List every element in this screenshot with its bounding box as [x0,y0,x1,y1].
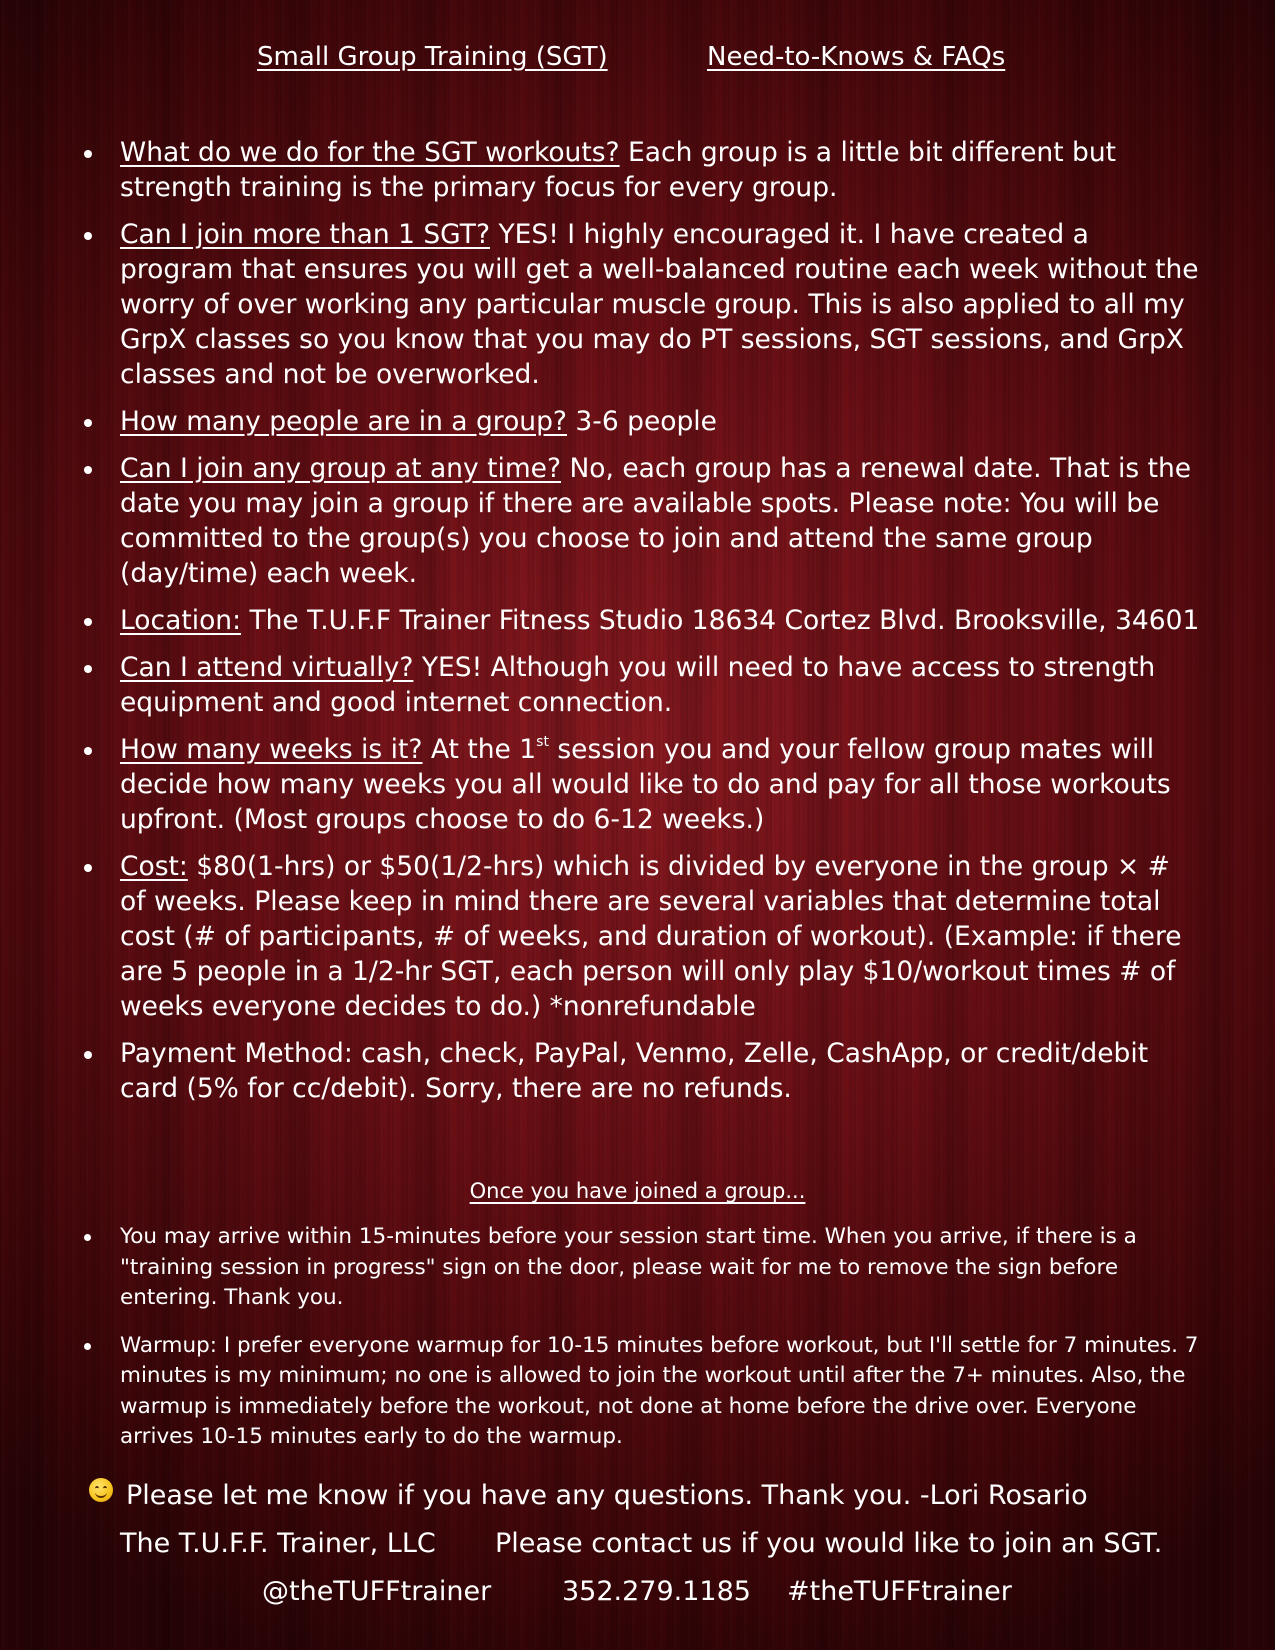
faq-answer: At the 1 [422,734,537,765]
faq-answer-continued: session you and your fellow group mates will decide how many weeks you all would like to do and pay for all those workouts upfront. (Most groups choose to do 6-12 weeks.) [120,734,1171,835]
faq-question: Cost: [120,851,188,882]
faq-question: How many people are in a group? [120,406,567,437]
after-join-item-warmup: Warmup: I prefer everyone warmup for 10-15 minutes before workout, but I'll settle for 7 minutes. 7 minutes is my minimum; no one is allowed to join the workout until after the 7+ minutes. Also, the warmup is immediately before the workout, not done at home before the drive over. Everyone arrives 10-15 minutes early to do the warmup. [80,1331,1200,1453]
smiley-icon [89,1478,113,1502]
after-join-heading: Once you have joined a group... [469,1179,806,1203]
header-title: Small Group Training (SGT) [257,42,608,72]
faq-item [80,603,1200,638]
faq-answer: YES! I highly encouraged it. I have created a program that ensures you will get a well-balanced routine each week without the worry of over working any particular muscle group. This is also applied to all my GrpX classes so you know that you may do PT sessions, SGT sessions, and GrpX classes and not be overworked. [120,219,1199,390]
contact-invite: Please contact us if you would like to join an SGT. [495,1528,1163,1559]
faq-item [80,135,1200,205]
faq-answer: YES! Although you will need to have access to strength equipment and good internet connection. [120,652,1156,718]
faq-item [80,1036,1200,1106]
faq-question: Can I join any group at any time? [120,453,562,484]
ordinal-suffix: st [536,734,549,750]
phone-number: 352.279.1185 [562,1576,751,1607]
faq-item [80,732,1200,837]
faq-question: Location: [120,605,242,636]
faq-answer: No, each group has a renewal date. That is the date you may join a group if there are available spots. Please note: You will be committed to the group(s) you choose to join and attend the same group (day/time) each week. [120,453,1192,589]
faq-answer: Each group is a little bit different but strength training is the primary focus for every group. [120,137,1117,203]
company-name: The T.U.F.F. Trainer, LLC [120,1528,436,1559]
faq-question: Can I attend virtually? [120,652,414,683]
faq-item [80,849,1200,1024]
faq-answer: The T.U.F.F Trainer Fitness Studio 18634 Cortez Blvd. Brooksville, 34601 [241,605,1200,636]
faq-question: Can I join more than 1 SGT? [120,219,491,250]
faq-list [80,135,1200,1118]
hashtag: #theTUFFtrainer [787,1576,1012,1607]
closing-note: Please let me know if you have any questions. Thank you. -Lori Rosario [126,1480,1088,1511]
faq-item [80,650,1200,720]
faq-question: What do we do for the SGT workouts? [120,137,620,168]
faq-item [80,451,1200,591]
after-join-list [80,1222,1200,1470]
after-join-item-arrival: You may arrive within 15-minutes before your session start time. When you arrive, if there is a "training session in progress" sign on the door, please wait for me to remove the sign before entering. Thank you. [80,1222,1200,1314]
social-handle: @theTUFFtrainer [262,1576,492,1607]
faq-question: How many weeks is it? [120,734,423,765]
faq-item [80,404,1200,439]
header-subtitle: Need-to-Knows & FAQs [707,42,1006,72]
faq-item [80,217,1200,392]
faq-answer: 3-6 people [567,406,717,437]
page-header [0,42,1275,82]
faq-answer: $80(1-hrs) or $50(1/2-hrs) which is divided by everyone in the group × # of weeks. Please keep in mind there are several variables that determine total cost (# of participants, # of weeks, and duration of workout). (Example: if there are 5 people in a 1/2-hr SGT, each person will only play $10/workout times # of weeks everyone decides to do.) *nonrefundable [120,851,1182,1022]
payment-method-text: Payment Method: cash, check, PayPal, Venmo, Zelle, CashApp, or credit/debit card (5% for cc/debit). Sorry, there are no refunds. [120,1038,1149,1104]
